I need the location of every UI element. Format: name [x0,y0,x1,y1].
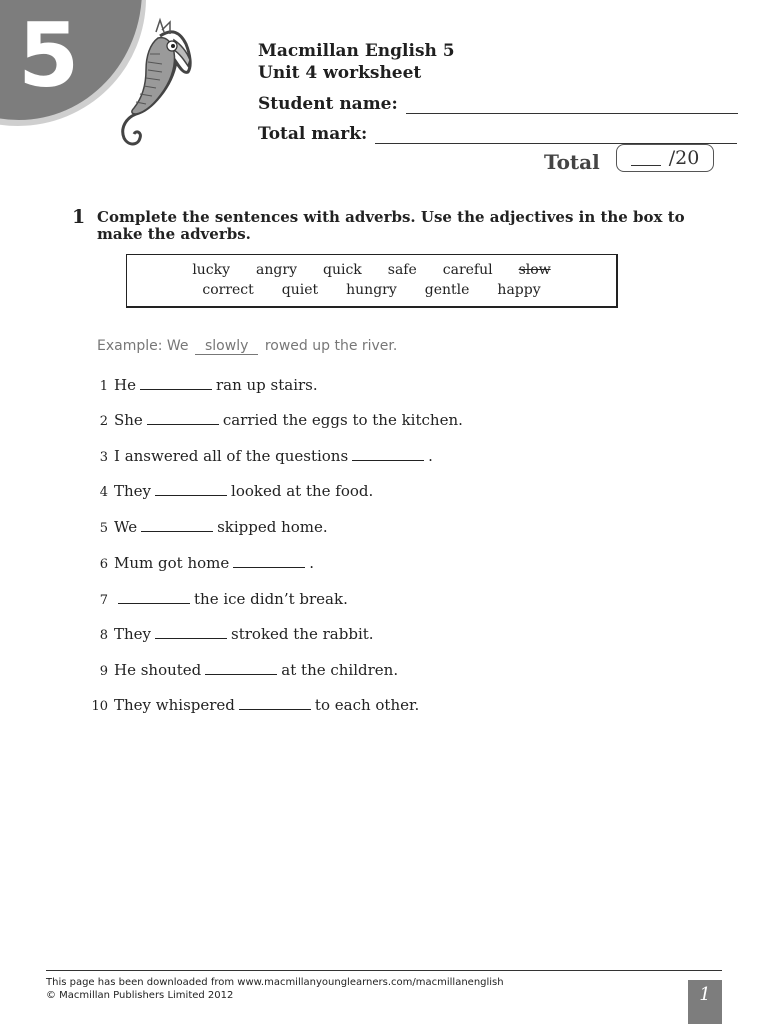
answer-blank[interactable] [352,448,424,461]
total-mark-row [258,116,748,144]
footer-copyright: © Macmillan Publishers Limited 2012 [46,990,234,1001]
example-prefix: Example: We [97,338,189,354]
question-number: 10 [91,699,108,714]
worksheet-header [258,40,748,144]
answer-blank[interactable] [118,591,190,604]
question-number: 5 [99,521,108,536]
question-number: 4 [99,485,108,500]
answer-blank[interactable] [155,626,227,639]
seahorse-icon [100,14,196,154]
question-number: 7 [99,593,108,608]
question-before: He [114,376,136,394]
word-box-item-crossed-out: slow [518,262,551,278]
answer-blank[interactable] [233,555,305,568]
total-score-blank[interactable] [631,151,661,166]
question-after: stroked the rabbit. [231,625,374,643]
exercise-number: 1 [72,206,86,228]
question-before: We [114,518,138,536]
question-number: 2 [99,414,108,429]
question-row [80,410,463,430]
adjective-word-box [126,254,618,308]
question-row [80,589,348,609]
question-before: They [114,625,152,643]
word-box-item: hungry [346,282,397,298]
question-after: looked at the food. [231,482,374,500]
question-number: 8 [99,628,108,643]
example-sentence [97,338,397,355]
answer-blank[interactable] [155,483,227,496]
student-name-row [258,86,748,114]
footer-divider [46,970,722,971]
question-before: They whispered [114,696,235,714]
word-box-item: lucky [192,262,231,278]
question-row [80,517,328,537]
question-row [80,481,373,501]
word-box-row-2 [127,280,616,300]
answer-blank[interactable] [141,519,213,532]
question-after: to each other. [314,696,420,714]
total-score-box[interactable] [616,144,714,172]
question-after: carried the eggs to the kitchen. [222,411,463,429]
exercise-instruction: Complete the sentences with adverbs. Use the adjectives in the box to make the adverbs. [97,208,685,243]
word-box-item: correct [202,282,254,298]
question-before: I answered all of the questions [114,447,349,465]
question-after: . [428,447,433,465]
example-suffix: rowed up the river. [264,338,398,354]
word-box-item: quick [322,262,362,278]
question-after: at the children. [281,661,399,679]
answer-blank[interactable] [239,697,311,710]
question-after: the ice didn’t break. [194,590,348,608]
worksheet-subtitle: Unit 4 worksheet [258,63,422,83]
total-mark-field[interactable] [375,125,737,144]
answer-blank[interactable] [147,412,219,425]
question-before: They [114,482,152,500]
question-before: He shouted [114,661,202,679]
example-answer: slowly [195,338,258,355]
total-out-of: /20 [668,147,700,169]
worksheet-title: Macmillan English 5 [258,41,455,61]
level-number: 5 [18,4,80,107]
student-name-field[interactable] [406,95,738,114]
question-before: Mum got home [114,554,230,572]
word-box-item: happy [497,282,541,298]
question-row [80,660,398,680]
word-box-row-1 [127,260,616,280]
question-number: 1 [99,379,108,394]
footer-download-note: This page has been downloaded from www.macmillanyounglearners.com/macmillanenglish [46,977,504,988]
question-after: ran up stairs. [215,376,318,394]
question-row [80,553,314,573]
total-label: Total [544,150,600,174]
question-number: 3 [99,450,108,465]
question-row [80,624,374,644]
answer-blank[interactable] [140,377,212,390]
word-box-item: angry [256,262,297,278]
student-name-label: Student name: [258,94,398,114]
word-box-item: safe [387,262,417,278]
word-box-item: gentle [424,282,470,298]
question-row [80,446,433,466]
question-before: She [114,411,143,429]
word-box-item: careful [442,262,493,278]
total-mark-label: Total mark: [258,124,368,144]
question-after: . [309,554,315,572]
footer-text [46,976,504,1002]
page-number: 1 [688,980,722,1024]
word-box-item: quiet [281,282,319,298]
question-row [80,695,419,715]
question-number: 6 [99,557,108,572]
question-row [80,375,318,395]
question-number: 9 [99,664,108,679]
question-after: skipped home. [217,518,328,536]
answer-blank[interactable] [205,662,277,675]
